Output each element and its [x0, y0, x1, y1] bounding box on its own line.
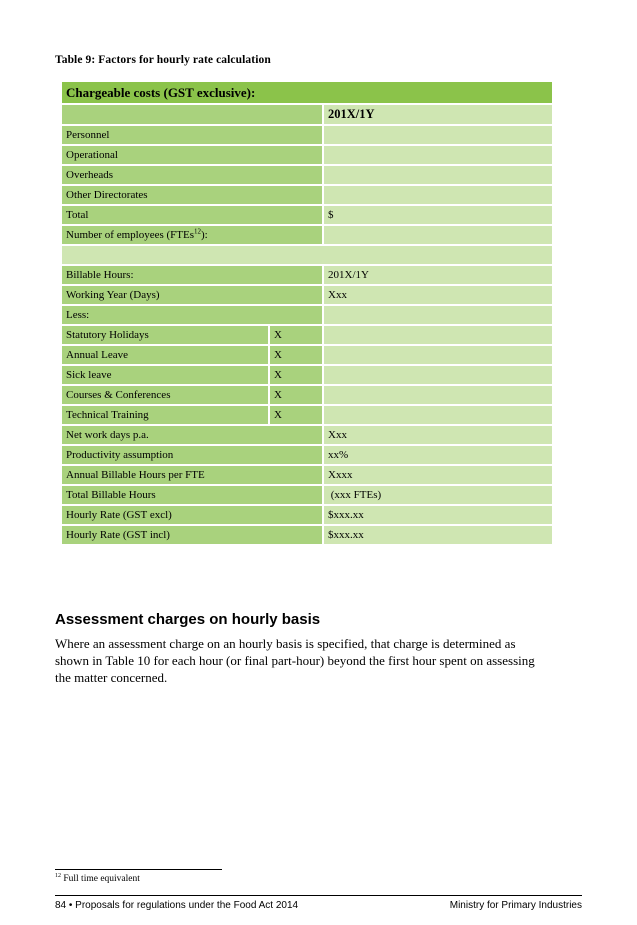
row-label: Working Year (Days) [62, 286, 322, 304]
table-row [62, 466, 552, 484]
less-mark: X [270, 326, 322, 344]
less-label: Sick leave [62, 366, 268, 384]
paragraph-line: the matter concerned. [55, 670, 168, 685]
row-label: Annual Billable Hours per FTE [62, 466, 322, 484]
less-value [324, 386, 552, 404]
table-header: Chargeable costs (GST exclusive): [62, 82, 552, 103]
table-header-row [62, 82, 552, 103]
less-mark: X [270, 366, 322, 384]
less-row [62, 366, 552, 384]
less-row [62, 406, 552, 424]
less-row [62, 346, 552, 364]
row-value: $ [324, 206, 552, 224]
table-row [62, 206, 552, 224]
row-label: Hourly Rate (GST incl) [62, 526, 322, 544]
less-value [324, 346, 552, 364]
table-row [62, 526, 552, 544]
less-label: Annual Leave [62, 346, 268, 364]
row-value [324, 306, 552, 324]
fte-label: Number of employees (FTEs$^{12}$): [62, 226, 322, 244]
table-row [62, 186, 552, 204]
body-paragraph [55, 635, 595, 686]
row-value [324, 126, 552, 144]
paragraph-line: Where an assessment charge on an hourly basis is specified, that charge is determined as [55, 636, 516, 651]
row-label: Overheads [62, 166, 322, 184]
less-label: Statutory Holidays [62, 326, 268, 344]
less-mark: X [270, 386, 322, 404]
row-value: 201X/1Y [324, 266, 552, 284]
row-label: Total Billable Hours [62, 486, 322, 504]
row-value: (xxx FTEs) [324, 486, 552, 504]
table-row [62, 486, 552, 504]
row-value: $xxx.xx [324, 506, 552, 524]
hourly-rate-table [60, 80, 554, 546]
row-value: $xxx.xx [324, 526, 552, 544]
row-label: Billable Hours: [62, 266, 322, 284]
row-label: Personnel [62, 126, 322, 144]
row-label: Other Directorates [62, 186, 322, 204]
paragraph-line: shown in Table 10 for each hour (or final part-hour) beyond the first hour spent on assessing [55, 653, 535, 668]
less-row [62, 326, 552, 344]
row-value: Xxx [324, 426, 552, 444]
table-row [62, 266, 552, 284]
table-row [62, 286, 552, 304]
table-caption: Table 9: Factors for hourly rate calculation [55, 54, 271, 66]
row-label: Total [62, 206, 322, 224]
less-row [62, 386, 552, 404]
footnote-number: 12 [55, 872, 61, 879]
footnote-divider [55, 869, 222, 870]
table-row [62, 306, 552, 324]
less-mark: X [270, 406, 322, 424]
less-mark: X [270, 346, 322, 364]
less-value [324, 406, 552, 424]
section-title: Assessment charges on hourly basis [55, 611, 321, 628]
row-label: Hourly Rate (GST excl) [62, 506, 322, 524]
table-row [62, 166, 552, 184]
table-row [62, 446, 552, 464]
footnote-text: Full time equivalent [63, 874, 140, 884]
row-label: Operational [62, 146, 322, 164]
row-value [324, 186, 552, 204]
fte-value [324, 226, 552, 244]
footnote-ref: 12 [194, 227, 201, 236]
row-value: Xxx [324, 286, 552, 304]
footer-divider [55, 895, 582, 896]
footnote [55, 874, 140, 884]
table-row [62, 126, 552, 144]
spacer-cell [62, 246, 552, 264]
row-label: Less: [62, 306, 322, 324]
footer-publisher: Ministry for Primary Industries [449, 900, 582, 911]
row-value: Xxxx [324, 466, 552, 484]
less-label: Technical Training [62, 406, 268, 424]
year-label: 201X/1Y [324, 105, 552, 124]
spacer-row [62, 246, 552, 264]
year-row-label-cell [62, 105, 322, 124]
year-row [62, 105, 552, 124]
table-row [62, 426, 552, 444]
table-row [62, 506, 552, 524]
fte-row [62, 226, 552, 244]
less-value [324, 326, 552, 344]
row-label: Productivity assumption [62, 446, 322, 464]
row-label: Net work days p.a. [62, 426, 322, 444]
row-value [324, 146, 552, 164]
table-row [62, 146, 552, 164]
row-value [324, 166, 552, 184]
row-value: xx% [324, 446, 552, 464]
less-label: Courses & Conferences [62, 386, 268, 404]
less-value [324, 366, 552, 384]
footer-page-info: 84 • Proposals for regulations under the Food Act 2014 [55, 900, 299, 911]
